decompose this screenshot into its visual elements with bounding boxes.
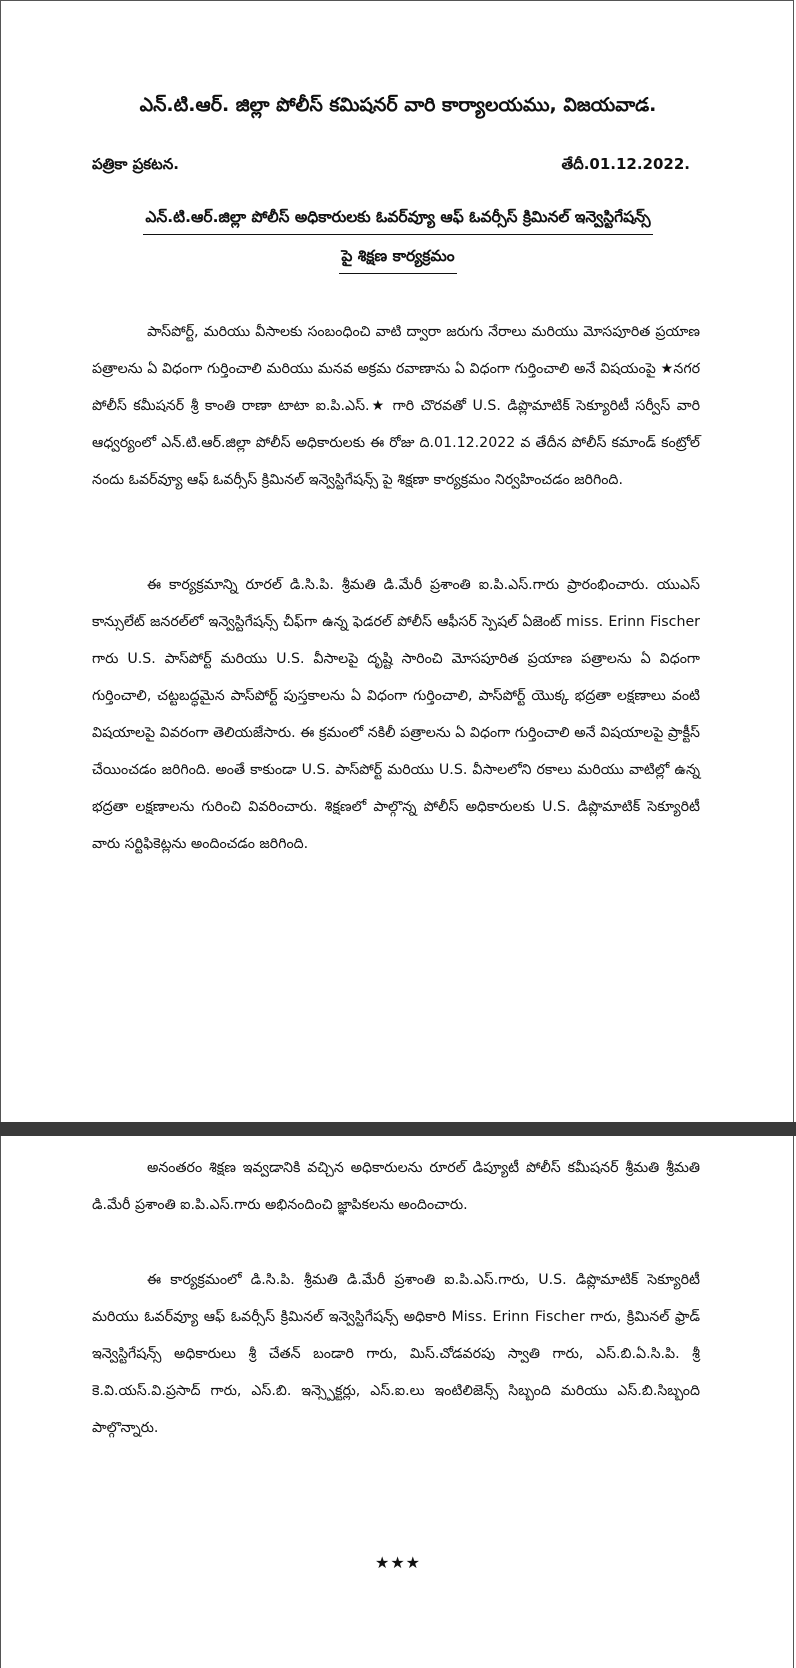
- page-separator: [0, 1122, 796, 1136]
- office-title: ఎన్.టి.ఆర్. జిల్లా పోలీస్ కమిషనర్ వారి కార్యాలయము, విజయవాడ.: [139, 94, 657, 116]
- headline-line-2: పై శిక్షణ కార్యక్రమం: [339, 239, 456, 274]
- headline-line-1: ఎన్.టి.ఆర్.జిల్లా పోలీస్ అధికారులకు ఓవర్‌వ్యూ ఆఫ్ ఓవర్సీస్ క్రిమినల్ ఇన్వెస్టిగేషన్స్: [143, 200, 652, 235]
- paragraph-intro: పాస్‌పోర్ట్, మరియు వీసాలకు సంబంధించి వాటి ద్వారా జరుగు నేరాలు మరియు మోసపూరిత ప్రయాణ పత్రాలను ఏ విధంగా గుర్తించాలి మరియు మనవ అక్రమ రవాణాను ఏ విధంగా గుర్తించాలి అనే విషయంపై ★నగర పోలీస్ కమీషనర్ శ్రీ కాంతి రాణా టాటా ఐ.పి.ఎస్.★ గారి చొరవతో U.S. డిప్లొమాటిక్ సెక్యూరిటీ సర్వీస్ వారి ఆధ్వర్యంలో ఎన్.టి.ఆర్.జిల్లా పోలీస్ అధికారులకు ఈ రోజు ది.01.12.2022 వ తేదీన పోలీస్ కమాండ్ కంట్రోల్ నందు ఓవర్‌వ్యూ ఆఫ్ ఓవర్సీస్ క్రిమినల్ ఇన్వెస్టిగేషన్స్ పై శిక్షణా కార్యక్రమం నిర్వహించడం జరిగింది.: [92, 324, 700, 488]
- paragraph-felicitation: అనంతరం శిక్షణ ఇవ్వడానికి వచ్చిన అధికారులను రూరల్ డిప్యూటీ పోలీస్ కమీషనర్ శ్రీమతి శ్రీమతి డి.మేరీ ప్రశాంతి ఐ.పి.ఎస్.గారు అభినందించి జ్ఞాపికలను అందించారు.: [92, 1160, 700, 1213]
- paragraph-participants: ఈ కార్యక్రమంలో డి.సి.పి. శ్రీమతి డి.మేరీ ప్రశాంతి ఐ.పి.ఎస్.గారు, U.S. డిప్లొమాటిక్ సెక్యూరిటీ మరియు ఓవర్‌వ్యూ ఆఫ్ ఓవర్సీస్ క్రిమినల్ ఇన్వెస్టిగేషన్స్ అధికారి Miss. Erinn Fischer గారు, క్రిమినల్ ఫ్రాడ్ ఇన్వెస్టిగేషన్స్ అధికారులు శ్రీ చేతన్ బండారి గారు, మిస్.చోడవరపు స్వాతి గారు, ఎస్.బి.ఏ.సి.పి. శ్రీ కె.వి.యస్.వి.ప్రసాద్ గారు, ఎస్.బి. ఇన్స్పెక్టర్లు, ఎస్.ఐ.లు ఇంటిలిజెన్స్ సిబ్బంది మరియు ఎస్.బి.సిబ్బంది పాల్గొన్నారు.: [92, 1272, 700, 1436]
- paragraph-training-details: ఈ కార్యక్రమాన్ని రూరల్ డి.సి.పి. శ్రీమతి డి.మేరీ ప్రశాంతి ఐ.పి.ఎస్.గారు ప్రారంభించారు. యుఎస్ కాన్సులేట్ జనరల్‌లో ఇన్వెస్టిగేషన్స్ చీఫ్‌గా ఉన్న ఫెడరల్ పోలీస్ ఆఫీసర్ స్పెషల్ ఏజెంట్ miss. Erinn Fischer గారు U.S. పాస్‌పోర్ట్ మరియు U.S. వీసాలపై దృష్టి సారించి మోసపూరిత ప్రయాణ పత్రాలను ఏ విధంగా గుర్తించాలి, చట్టబద్ధమైన పాస్‌పోర్ట్ పుస్తకాలను ఏ విధంగా గుర్తించాలి, పాస్‌పోర్ట్ యొక్క భద్రతా లక్షణాలు వంటి విషయాలపై వివరంగా తెలియజేసారు. ఈ క్రమంలో నకిలీ పత్రాలను ఏ విధంగా గుర్తించాలి అనే విషయాలపై ప్రాక్టీస్ చేయించడం జరిగింది. అంతే కాకుండా U.S. పాస్‌పోర్ట్ మరియు U.S. వీసాలలోని రకాలు మరియు వాటిల్లో ఉన్న భద్రతా లక్షణాలను గురించి వివరించారు. శిక్షణలో పాల్గొన్న పోలీస్ అధికారులకు U.S. డిప్లొమాటిక్ సెక్యూరిటీ వారు సర్టిఫికెట్లను అందించడం జరిగింది.: [92, 577, 700, 852]
- press-release-label: పత్రికా ప్రకటన.: [92, 155, 179, 173]
- press-release-date: తేదీ.01.12.2022.: [561, 155, 690, 173]
- end-mark: ★★★: [374, 1553, 422, 1572]
- headline: [100, 198, 696, 276]
